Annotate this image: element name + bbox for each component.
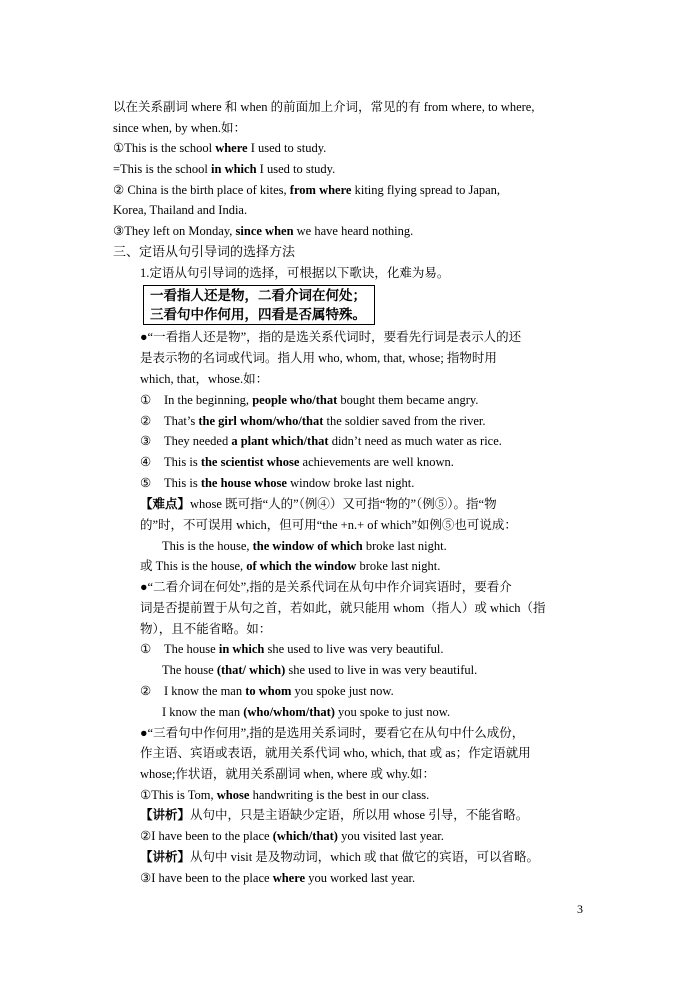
keyword: since when <box>235 224 294 238</box>
keyword: whose <box>216 788 250 802</box>
list-item-alt <box>162 662 477 678</box>
text: the soldier saved from the river. <box>323 414 486 428</box>
text: ③I have been to the place <box>140 871 273 885</box>
point-2-line-3: 物），且不能省略。如： <box>140 622 272 636</box>
list-item <box>140 413 485 429</box>
text: I used to study. <box>247 141 327 155</box>
keyword: to whom <box>245 684 292 698</box>
text: I know the man <box>164 684 246 698</box>
point-1-line-1: ●“一看指人还是物”，指的是选关系代词时，要看先行词是表示人的还 <box>140 330 522 344</box>
text: ①This is the school <box>113 141 216 155</box>
text: ② China is the birth place of kites, <box>113 183 290 197</box>
list-item <box>140 475 414 491</box>
analysis-2 <box>140 849 539 865</box>
keyword: the window of which <box>252 539 363 553</box>
keyword: from where <box>289 183 352 197</box>
section-3-intro: 1.定语从句引导词的选择，可根据以下歌诀，化难为易。 <box>140 266 450 280</box>
item-number: ③ <box>140 434 152 448</box>
text: broke last night. <box>356 559 441 573</box>
item-number: ② <box>140 684 152 698</box>
example-3 <box>113 223 413 239</box>
keyword: the girl whom/who/that <box>198 414 324 428</box>
text: This is <box>164 455 201 469</box>
text: window broke last night. <box>286 476 415 490</box>
text: The house <box>164 642 219 656</box>
text: In the beginning, <box>164 393 253 407</box>
text: I used to study. <box>256 162 336 176</box>
keyword: of which the window <box>246 559 357 573</box>
text: you spoke to just now. <box>334 705 451 719</box>
analysis-tag: 【讲析】 <box>140 850 191 864</box>
keyword: in which <box>211 162 257 176</box>
text: broke last night. <box>362 539 447 553</box>
text: They needed <box>164 434 232 448</box>
text: you spoke just now. <box>291 684 394 698</box>
list-item <box>140 454 454 470</box>
text: she used to live in was very beautiful. <box>285 663 478 677</box>
point-3-line-3: whose;作状语，就用关系副词 when, where 或 why.如： <box>140 767 435 781</box>
item-number: ① <box>140 642 152 656</box>
nandian-example-1 <box>162 538 447 554</box>
text: whose 既可指“人的”（例④）又可指“物的”（例⑤）。指“物 <box>190 497 497 511</box>
nandian-example-2 <box>140 558 440 574</box>
text: ①This is Tom, <box>140 788 217 802</box>
text: The house <box>162 663 217 677</box>
keyword: in which <box>218 642 265 656</box>
text: This is the house, <box>162 539 253 553</box>
point-3-line-2: 作主语、宾语或表语，就用关系代词 who, which, that 或 as；作定语就用 <box>140 746 531 760</box>
text: 从句中，只是主语缺少定语，所以用 whose 引导，不能省略。 <box>190 808 529 822</box>
nandian-line-1 <box>140 496 497 512</box>
text: handwriting is the best in our class. <box>249 788 430 802</box>
keyword: (who/whom/that) <box>243 705 335 719</box>
keyword: (that/ which) <box>216 663 286 677</box>
text: achievements are well known. <box>299 455 454 469</box>
point-3-example-3 <box>140 870 415 886</box>
keyword: the house whose <box>200 476 287 490</box>
text: That’s <box>164 414 199 428</box>
example-1b <box>113 161 335 177</box>
point-3-example-2 <box>140 828 444 844</box>
text: 从句中 visit 是及物动词，which 或 that 做它的宾语，可以省略。 <box>190 850 539 864</box>
nandian-tag: 【难点】 <box>140 497 191 511</box>
intro-line-2: since when, by when.如： <box>113 121 246 135</box>
list-item <box>140 433 502 449</box>
page-number: 3 <box>577 902 583 916</box>
text: ②I have been to the place <box>140 829 273 843</box>
text: ③They left on Monday, <box>113 224 236 238</box>
item-number: ④ <box>140 455 152 469</box>
point-2-line-2: 词是否提前置于从句之首，若如此，就只能用 whom（指人）或 which（指 <box>140 601 546 615</box>
analysis-tag: 【讲析】 <box>140 808 191 822</box>
text: I know the man <box>162 705 244 719</box>
text: didn’t need as much water as rice. <box>328 434 502 448</box>
keyword: (which/that) <box>272 829 338 843</box>
point-2-line-1: ●“二看介词在何处”,指的是关系代词在从句中作介词宾语时，要看介 <box>140 580 512 594</box>
point-1-line-2: 是表示物的名词或代词。指人用 who, whom, that, whose; 指物时用 <box>140 351 497 365</box>
list-item-alt <box>162 704 450 720</box>
keyword: a plant which/that <box>231 434 329 448</box>
mnemonic-line-1: 一看指人还是物，二看介词在何处； <box>150 288 366 303</box>
text: This is <box>164 476 201 490</box>
nandian-line-2: 的”时，不可误用 which，但可用“the +n.+ of which”如例⑤也可说成： <box>140 518 517 532</box>
point-3-line-1: ●“三看句中作何用”,指的是选用关系词时，要看它在从句中什么成份， <box>140 726 525 740</box>
section-3-heading: 三、定语从句引导词的选择方法 <box>113 244 296 259</box>
keyword: where <box>215 141 248 155</box>
text: kiting flying spread to Japan, <box>351 183 501 197</box>
text: we have heard nothing. <box>293 224 414 238</box>
text: bought them became angry. <box>337 393 479 407</box>
text: =This is the school <box>113 162 212 176</box>
mnemonic-line-2: 三看句中作何用，四看是否属特殊。 <box>150 307 366 322</box>
text: she used to live was very beautiful. <box>264 642 444 656</box>
example-2-cont: Korea, Thailand and India. <box>113 203 248 217</box>
point-1-line-3: which, that，whose.如： <box>140 372 269 386</box>
point-3-example-1 <box>140 787 429 803</box>
analysis-1 <box>140 807 528 823</box>
list-item <box>140 683 394 699</box>
list-item <box>140 392 478 408</box>
keyword: the scientist whose <box>200 455 300 469</box>
text: you worked last year. <box>305 871 416 885</box>
item-number: ② <box>140 414 152 428</box>
list-item <box>140 641 444 657</box>
intro-line-1: 以在关系副词 where 和 when 的前面加上介词，常见的有 from where, to where, <box>113 100 535 114</box>
keyword: where <box>272 871 306 885</box>
item-number: ① <box>140 393 152 407</box>
example-2 <box>113 182 500 198</box>
text: you visited last year. <box>337 829 444 843</box>
mnemonic-box <box>143 285 375 325</box>
text: 或 This is the house, <box>140 559 247 573</box>
example-1 <box>113 140 326 156</box>
keyword: people who/that <box>252 393 338 407</box>
item-number: ⑤ <box>140 476 152 490</box>
